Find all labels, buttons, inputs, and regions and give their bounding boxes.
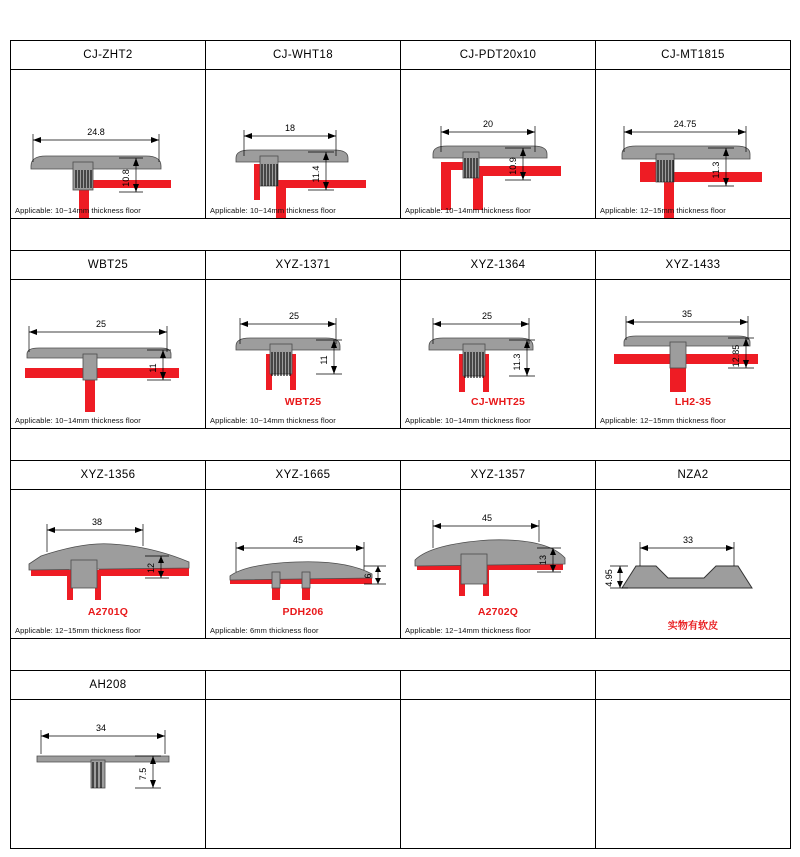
profile-code: LH2-35 [674,396,712,408]
height-dimension: 10.8 [121,169,131,187]
width-dimension: 20 [482,119,494,129]
profile-cell-nza2[interactable] [596,461,791,639]
profile-cell-cj-pdt20x10[interactable] [401,41,596,219]
width-dimension: 24.8 [87,127,105,137]
table-row [11,671,791,849]
height-dimension: 7.5 [138,767,148,781]
cell-drawing [11,700,205,848]
profile-cell-xyz-1364[interactable] [401,251,596,429]
table-gap-row [11,639,791,671]
profile-drawing-ah208 [11,700,205,848]
width-dimension: 25 [288,311,300,321]
profile-code: WBT25 [284,396,322,408]
table-row [11,41,791,219]
height-dimension: 10.9 [508,157,518,175]
height-dimension: 11.3 [512,353,522,371]
cell-title: XYZ-1357 [401,461,595,490]
cell-title: CJ-PDT20x10 [401,41,595,70]
cell-drawing [596,70,790,218]
applicable-note: Applicable: 12~14mm thickness floor [405,626,531,635]
profile-cell-xyz-1371[interactable] [206,251,401,429]
profile-cell-empty-3 [596,671,791,849]
profile-cell-cj-zht2[interactable] [11,41,206,219]
width-dimension: 24.75 [673,119,697,129]
profile-drawing-cj-zht2 [11,70,205,218]
cell-title: CJ-MT1815 [596,41,790,70]
width-dimension: 25 [481,311,493,321]
profile-cell-cj-mt1815[interactable] [596,41,791,219]
width-dimension: 34 [95,723,107,733]
cell-drawing [11,280,205,428]
width-dimension: 25 [95,319,107,329]
cell-title: XYZ-1665 [206,461,400,490]
cell-drawing [401,700,595,848]
profile-drawing-nza2 [596,490,790,638]
height-dimension: 11 [148,363,158,373]
cell-title: XYZ-1364 [401,251,595,280]
cell-title: XYZ-1433 [596,251,790,280]
applicable-note: Applicable: 10~14mm thickness floor [210,206,336,215]
height-dimension: 13 [538,554,548,566]
height-dimension: 12 [146,562,156,574]
profile-cell-empty-1 [206,671,401,849]
cell-title: XYZ-1371 [206,251,400,280]
cell-drawing [11,70,205,218]
applicable-note: Applicable: 10~14mm thickness floor [405,206,531,215]
width-dimension: 38 [91,517,103,527]
profile-cell-xyz-1665[interactable] [206,461,401,639]
width-dimension: 35 [681,309,693,319]
applicable-note: Applicable: 12~15mm thickness floor [15,626,141,635]
cell-drawing [206,700,400,848]
cell-title: NZA2 [596,461,790,490]
cell-drawing [401,70,595,218]
cell-drawing [11,490,205,638]
profile-cell-ah208[interactable] [11,671,206,849]
cell-title: CJ-ZHT2 [11,41,205,70]
cell-title [401,671,595,700]
profile-cell-wbt25[interactable] [11,251,206,429]
profile-cell-xyz-1357[interactable] [401,461,596,639]
applicable-note: Applicable: 12~15mm thickness floor [600,416,726,425]
profile-table [10,40,791,849]
table-row [11,461,791,639]
spacer [11,429,791,461]
profile-cell-cj-wht18[interactable] [206,41,401,219]
height-dimension: 11.4 [311,165,321,183]
cell-drawing [401,280,595,428]
cell-title [206,671,400,700]
cell-title [596,671,790,700]
cell-title: WBT25 [11,251,205,280]
cell-drawing [596,280,790,428]
table-row [11,251,791,429]
profile-cell-empty-2 [401,671,596,849]
cell-title: XYZ-1356 [11,461,205,490]
table-gap-row [11,219,791,251]
width-dimension: 45 [481,513,493,523]
profile-cell-xyz-1356[interactable] [11,461,206,639]
table-gap-row [11,429,791,461]
profile-code: A2702Q [477,606,519,618]
cell-drawing [596,490,790,638]
material-note: 实物有软皮 [667,621,719,632]
height-dimension: 12.85 [731,344,741,368]
height-dimension: 6 [363,573,373,579]
profile-drawing-wbt25 [11,280,205,428]
cell-title: CJ-WHT18 [206,41,400,70]
profile-code: A2701Q [87,606,129,618]
applicable-note: Applicable: 10~14mm thickness floor [405,416,531,425]
applicable-note: Applicable: 10~14mm thickness floor [15,206,141,215]
cell-drawing [401,490,595,638]
profile-cell-xyz-1433[interactable] [596,251,791,429]
profile-code: CJ-WHT25 [470,396,526,408]
profile-drawing-cj-wht18 [206,70,400,218]
applicable-note: Applicable: 12~15mm thickness floor [600,206,726,215]
applicable-note: Applicable: 6mm thickness floor [210,626,319,635]
cell-drawing [596,700,790,848]
spacer [11,219,791,251]
height-dimension: 11 [319,355,329,365]
profile-drawing-cj-pdt20x10 [401,70,595,218]
width-dimension: 18 [284,123,296,133]
cell-drawing [206,280,400,428]
applicable-note: Applicable: 10~14mm thickness floor [210,416,336,425]
cell-title: AH208 [11,671,205,700]
width-dimension: 45 [292,535,304,545]
applicable-note: Applicable: 10~14mm thickness floor [15,416,141,425]
width-dimension: 33 [682,535,694,545]
height-dimension: 11.3 [711,161,721,179]
cell-drawing [206,490,400,638]
height-dimension: 4.95 [604,569,614,587]
profile-code: PDH206 [282,606,324,618]
spacer [11,639,791,671]
profile-drawing-cj-mt1815 [596,70,790,218]
cell-drawing [206,70,400,218]
